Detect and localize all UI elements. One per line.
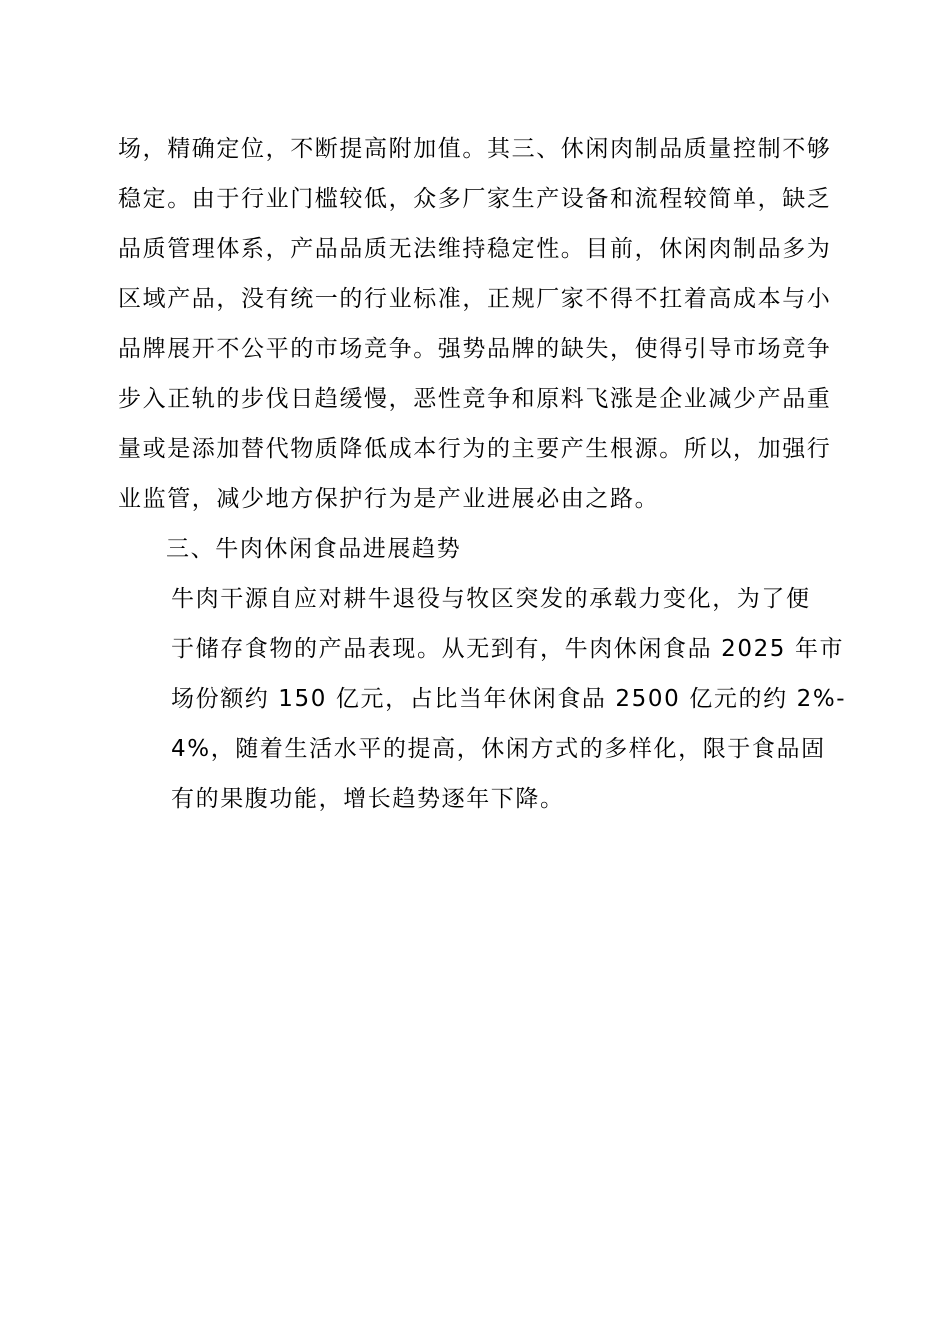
paragraph-1-line-8: 业监管，减少地方保护行为是产业进展必由之路。	[118, 486, 660, 512]
paragraph-2-line-3: 场份额约 150 亿元，占比当年休闲食品 2500 亿元的约 2%-	[171, 686, 847, 712]
paragraph-1-line-7: 量或是添加替代物质降低成本行为的主要产生根源。所以，加强行	[118, 436, 832, 462]
paragraph-1-line-6: 步入正轨的步伐日趋缓慢，恶性竞争和原料飞涨是企业减少产品重	[118, 386, 832, 412]
paragraph-2-line-4: 4%，随着生活水平的提高，休闲方式的多样化，限于食品固	[171, 736, 826, 762]
paragraph-1-line-1: 场，精确定位，不断提高附加值。其三、休闲肉制品质量控制不够	[118, 136, 832, 162]
paragraph-1-line-5: 品牌展开不公平的市场竞争。强势品牌的缺失，使得引导市场竞争	[118, 336, 832, 362]
paragraph-1-line-4: 区域产品，没有统一的行业标准，正规厂家不得不扛着高成本与小	[118, 286, 832, 312]
paragraph-2-line-1: 牛肉干源自应对耕牛退役与牧区突发的承载力变化，为了便	[171, 586, 811, 612]
paragraph-1-line-2: 稳定。由于行业门槛较低，众多厂家生产设备和流程较简单，缺乏	[118, 186, 832, 212]
paragraph-2-line-2: 于储存食物的产品表现。从无到有，牛肉休闲食品 2025 年市	[171, 636, 845, 662]
section-heading: 三、牛肉休闲食品进展趋势	[166, 536, 462, 562]
paragraph-2-line-5: 有的果腹功能，增长趋势逐年下降。	[171, 786, 565, 812]
paragraph-1-line-3: 品质管理体系，产品品质无法维持稳定性。目前，休闲肉制品多为	[118, 236, 832, 262]
